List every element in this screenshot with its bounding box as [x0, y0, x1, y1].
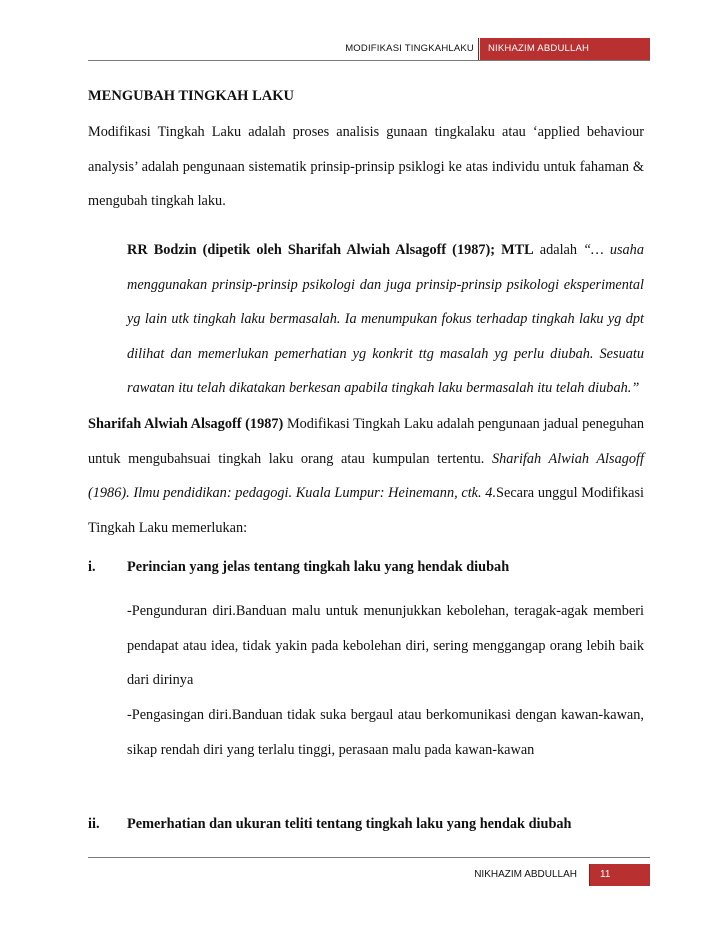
- item-heading: Pemerhatian dan ukuran teliti tentang tingkah laku yang hendak diubah: [127, 816, 572, 832]
- page-number: 11: [589, 864, 650, 886]
- quote-connector: adalah: [533, 242, 584, 258]
- header-separator: [478, 38, 479, 60]
- item-bullet: -Pengunduran diri.Banduan malu untuk menunjukkan kebolehan, teragak-agak memberi pendapat atau idea, tidak yakin pada kebolehan diri, sering menggangap orang lebih baik dari dirinya: [127, 603, 644, 688]
- sharifah-author: Sharifah Alwiah Alsagoff (1987): [88, 416, 284, 432]
- page-title: MENGUBAH TINGKAH LAKU: [88, 88, 294, 104]
- sharifah-text-2: Secara unggul Modifikasi Tingkah Laku memerlukan:: [88, 485, 644, 536]
- item-heading: Perincian yang jelas tentang tingkah laku yang hendak diubah: [127, 559, 510, 575]
- sharifah-paragraph: [88, 407, 644, 545]
- intro-paragraph: Modifikasi Tingkah Laku adalah proses analisis gunaan tingkalaku atau ‘applied behaviour analysis’ adalah pengunaan sistematik prinsip-prinsip psiklogi ke atas individu untuk fahaman & mengubah tingkah laku.: [88, 124, 644, 209]
- bodzin-quote: [127, 233, 644, 406]
- header-author: NIKHAZIM ABDULLAH: [480, 38, 650, 60]
- footer-author: NIKHAZIM ABDULLAH: [474, 869, 577, 880]
- header-title: MODIFIKASI TINGKAHLAKU: [345, 43, 474, 54]
- item-number: ii.: [88, 816, 100, 832]
- item-number: i.: [88, 559, 96, 575]
- sharifah-citation: Sharifah Alwiah Alsagoff (1986). Ilmu pendidikan: pedagogi. Kuala Lumpur: Heinemann, ctk. 4.: [88, 450, 644, 501]
- item-bullet: -Pengasingan diri.Banduan tidak suka bergaul atau berkomunikasi dengan kawan-kawan, sikap rendah diri yang terlalu tinggi, perasaan malu pada kawan-kawan: [127, 707, 644, 758]
- header-rule: [88, 60, 650, 61]
- quote-author: RR Bodzin (dipetik oleh Sharifah Alwiah Alsagoff (1987); MTL: [127, 242, 534, 258]
- footer-rule: [88, 857, 650, 858]
- quote-text: “… usaha menggunakan prinsip-prinsip psikologi dan juga prinsip-prinsip psikologi eksperimental yg lain utk tingkah laku bermasalah. Ia menumpukan fokus terhadap tingkah laku yg dpt dilihat dan memerlukan pemerhatian yg konkrit ttg masalah yg perlu diubah. Sesuatu rawatan itu telah dikatakan berkesan apabila tingkah laku bermasalah itu telah diubah.”: [127, 242, 644, 396]
- sharifah-text: Modifikasi Tingkah Laku adalah pengunaan jadual peneguhan untuk mengubahsuai tingkah laku orang atau kumpulan tertentu.: [88, 416, 644, 467]
